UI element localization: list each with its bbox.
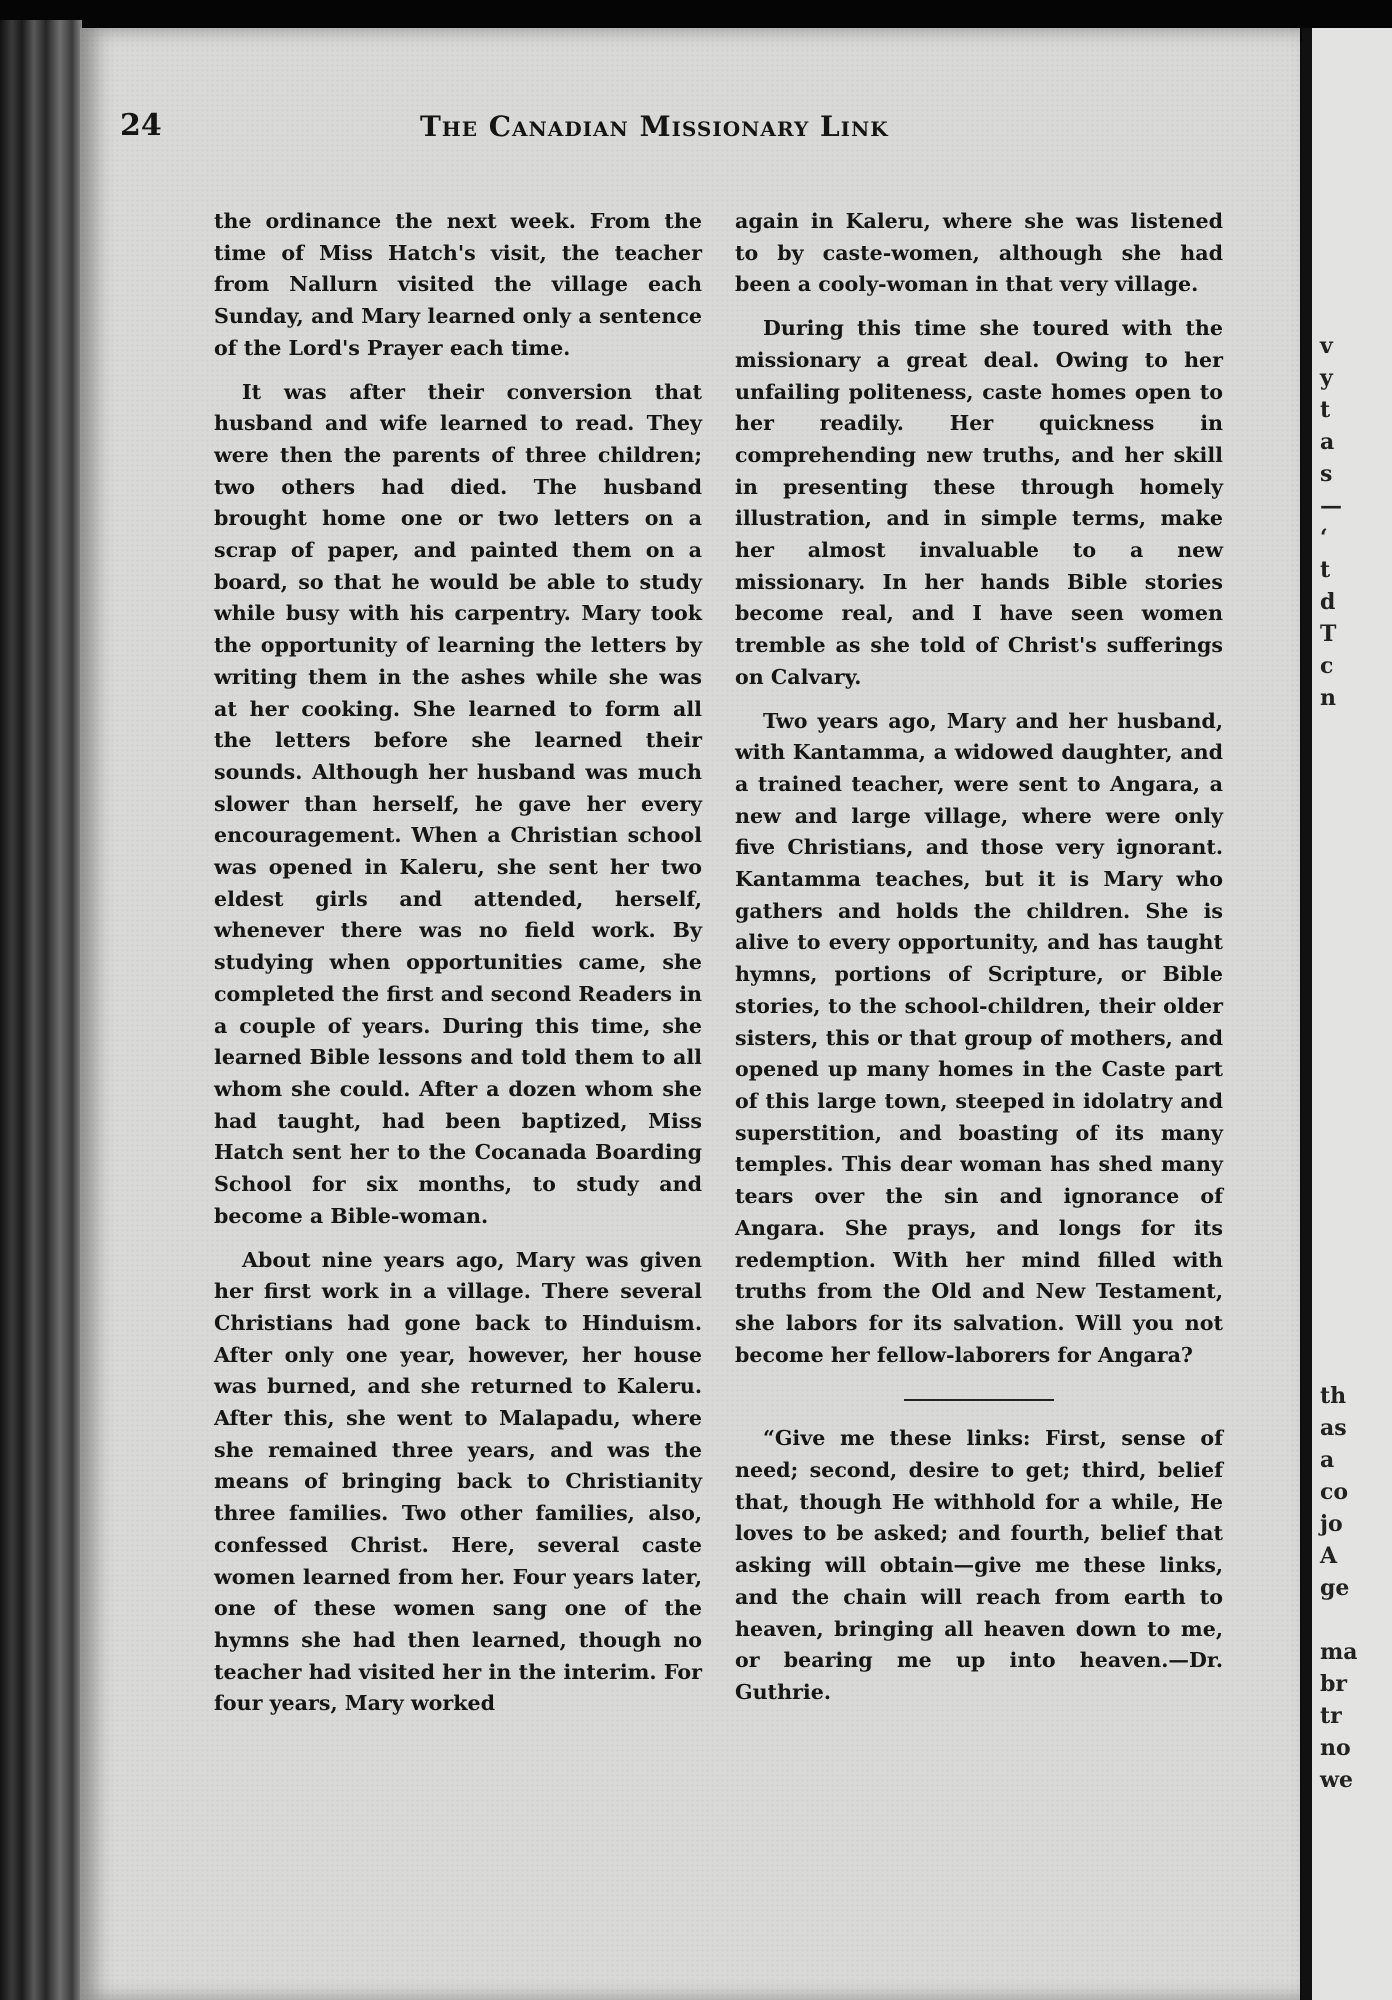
fragment-bottom-7: ge	[1320, 1575, 1350, 1601]
fragment-top-5: s	[1320, 461, 1333, 487]
fragment-bottom-9: ma	[1320, 1639, 1358, 1665]
fragment-top-11: c	[1320, 653, 1334, 679]
right-paragraph-3: Two years ago, Mary and her husband, with Kantamma, a widowed daughter, and a trained teacher, were sent to Angara, a new and large village, where were only five Christians, and those very ignorant. Kantamma teaches, but it is Mary who gathers and holds the children. She is alive to every opportunity, and has taught hymns, portions of Scripture, or Bible stories, to the school-children, their older sisters, this or that group of mothers, and opened up many homes in the Caste part of this large town, steeped in idolatry and superstition, and boasting of its many temples. This dear woman has shed many tears over the sin and ignorance of Angara. She prays, and longs for its redemption. With her mind filled with truths from the Old and New Testament, she labors for its salvation. Will you not become her fellow-laborers for Angara?	[735, 708, 1223, 1367]
fragment-bottom-6: A	[1320, 1543, 1338, 1569]
right-paragraph-2: During this time she toured with the missionary a great deal. Owing to her unfailing politeness, caste homes open to her readily. Her quickness in comprehending new truths, and her skill in presenting these through homely illustration, and in simple terms, make her almost invaluable to a new missionary. In her hands Bible stories become real, and I have seen women tremble as she told of Christ's sufferings on Calvary.	[735, 316, 1223, 689]
left-paragraph-3: About nine years ago, Mary was given her first work in a village. There several Christians had gone back to Hinduism. After only one year, however, her house was burned, and she returned to Kaleru. After this, she went to Malapadu, where she remained three years, and was the means of bringing back to Christianity three families. Two other families, also, confessed Christ. Here, several caste women learned from her. Four years later, one of these women sang one of the hymns she had then learned, though no teacher had visited her in the interim. For four years, Mary worked	[214, 1247, 702, 1716]
fragment-top-12: n	[1320, 685, 1336, 711]
fragment-top-6: —	[1320, 493, 1342, 519]
fragment-top-10: T	[1320, 621, 1337, 647]
running-head	[120, 108, 1180, 152]
fragment-bottom-3: a	[1320, 1447, 1335, 1473]
fragment-top-9: d	[1320, 589, 1336, 615]
journal-title: The Canadian Missionary Link	[420, 110, 889, 143]
facing-page-sliver	[1302, 28, 1392, 2000]
fragment-top-2: y	[1320, 365, 1333, 391]
fragment-bottom-4: co	[1320, 1479, 1349, 1505]
fragment-top-1: v	[1320, 333, 1333, 359]
fragment-bottom-10: br	[1320, 1671, 1347, 1697]
fragment-bottom-13: we	[1320, 1767, 1353, 1793]
fragment-top-3: t	[1320, 397, 1331, 423]
fragment-top-8: t	[1320, 557, 1331, 583]
book-binding	[0, 20, 82, 2000]
fragment-bottom-5: jo	[1320, 1511, 1343, 1537]
fragment-bottom-12: no	[1320, 1735, 1351, 1761]
right-paragraph-1: again in Kaleru, where she was listened to by caste-women, although she had been a cooly-woman in that very village.	[735, 209, 1223, 297]
fragment-top-7: ‘	[1320, 525, 1328, 551]
right-column	[735, 206, 1223, 1709]
left-paragraph-2: It was after their conversion that husband and wife learned to read. They were then the parents of three children; two others had died. The husband brought home one or two letters on a scrap of paper, and painted them on a board, so that he would be able to study while busy with his carpentry. Mary took the opportunity of learning the letters by writing them in the ashes while she was at her cooking. She learned to form all the letters before she learned their sounds. Although her husband was much slower than herself, he gave her every encouragement. When a Christian school was opened in Kaleru, she sent her two eldest girls and attended, herself, whenever there was no field work. By studying when opportunities came, she completed the first and second Readers in a couple of years. During this time, she learned Bible lessons and told them to all whom she could. After a dozen whom she had taught, had been baptized, Miss Hatch sent her to the Cocanada Boarding School for six months, to study and become a Bible-woman.	[214, 379, 702, 1228]
fragment-bottom-2: as	[1320, 1415, 1347, 1441]
fragment-bottom-11: tr	[1320, 1703, 1342, 1729]
left-column	[214, 206, 702, 1720]
fragment-bottom-1: th	[1320, 1383, 1347, 1409]
section-divider	[904, 1399, 1054, 1401]
page-number: 24	[120, 108, 162, 143]
left-paragraph-1: the ordinance the next week. From the time of Miss Hatch's visit, the teacher from Nallurn visited the village each Sunday, and Mary learned only a sentence of the Lord's Prayer each time.	[214, 209, 702, 360]
closing-quote: “Give me these links: First, sense of need; second, desire to get; third, belief that, though He withhold for a while, He loves to be asked; and fourth, belief that asking will obtain—give me these links, and the chain will reach from earth to heaven, bringing all heaven down to me, or bearing me up into heaven.—Dr. Guthrie.	[735, 1426, 1223, 1704]
fragment-top-4: a	[1320, 429, 1335, 455]
